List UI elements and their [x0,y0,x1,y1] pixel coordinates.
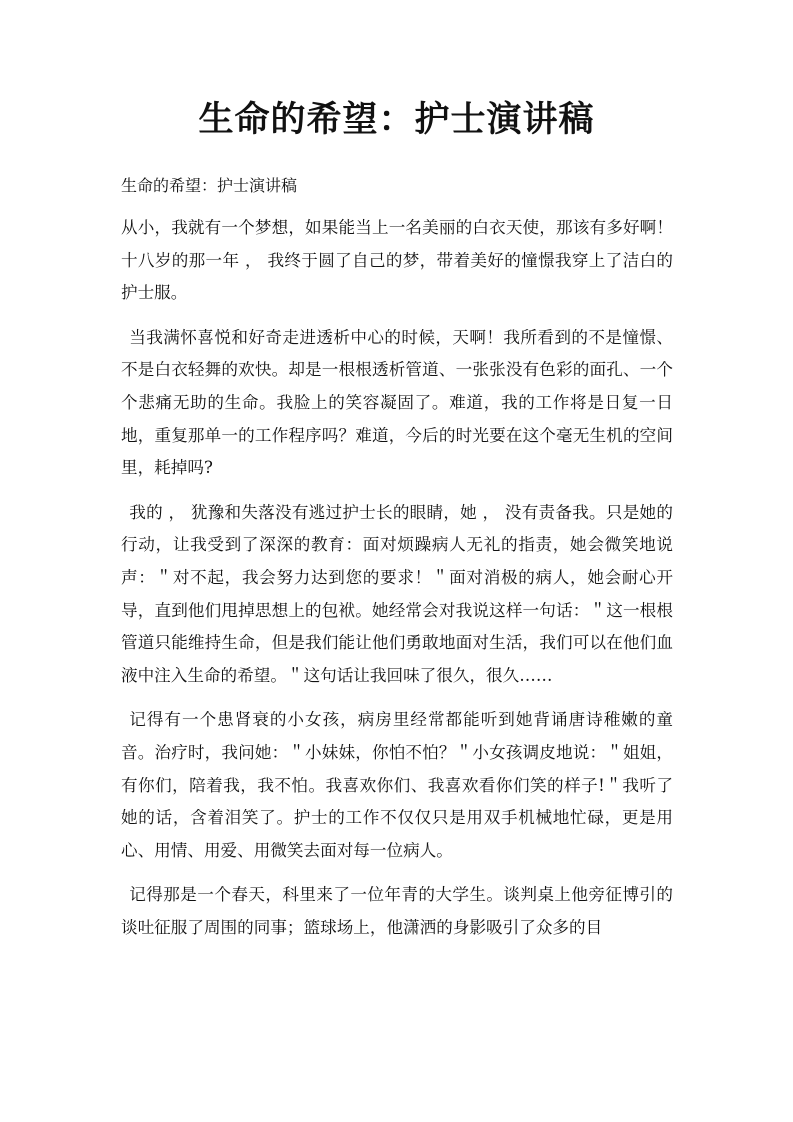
paragraph-head-nurse: 我的 ， 犹豫和失落没有逃过护士长的眼睛，她 ， 没有责备我。只是她的行动，让我受到了深深的教育：面对烦躁病人无礼的指责，她会微笑地说声：＂对不起，我会努力达到您的要求！＂面对消极的病人，她会耐心开导，直到他们甩掉思想上的包袱。她经常会对我说这样一句话：＂这一根根管道只能维持生命，但是我们能让他们勇敢地面对生活，我们可以在他们血液中注入生命的希望。＂这句话让我回味了很久，很久…… [121,502,673,685]
paragraph-little-girl: 记得有一个患肾衰的小女孩，病房里经常都能听到她背诵唐诗稚嫩的童音。治疗时，我问她：＂小妹妹，你怕不怕？＂小女孩调皮地说：＂姐姐，有你们，陪着我，我不怕。我喜欢你们、我喜欢看你们笑的样子!＂我听了她的话，含着泪笑了。护士的工作不仅仅只是用双手机械地忙碌，更是用心、用情、用爱、用微笑去面对每一位病人。 [121,710,673,860]
document-title: 生命的希望：护士演讲稿 [198,99,595,140]
paragraph-dialysis-center: 当我满怀喜悦和好奇走进透析中心的时候，天啊！我所看到的不是憧憬、不是白衣轻舞的欢快。却是一根根透析管道、一张张没有色彩的面孔、一个个悲痛无助的生命。我脸上的笑容凝固了。难道，我的工作将是日复一日地，重复那单一的工作程序吗？难道，今后的时光要在这个毫无生机的空间里，耗掉吗? [121,327,673,478]
paragraph-spring: 记得那是一个春天，科里来了一位年青的大学生。谈判桌上他旁征博引的谈吐征服了周围的同事；篮球场上，他潇洒的身影吸引了众多的目 [121,885,673,937]
document-body [121,170,673,956]
document-subtitle: 生命的希望：护士演讲稿 [121,176,298,195]
paragraph-dream: 从小，我就有一个梦想，如果能当上一名美丽的白衣天使，那该有多好啊！十八岁的那一年 ， 我终于圆了自己的梦，带着美好的憧憬我穿上了洁白的护士服。 [121,218,673,303]
